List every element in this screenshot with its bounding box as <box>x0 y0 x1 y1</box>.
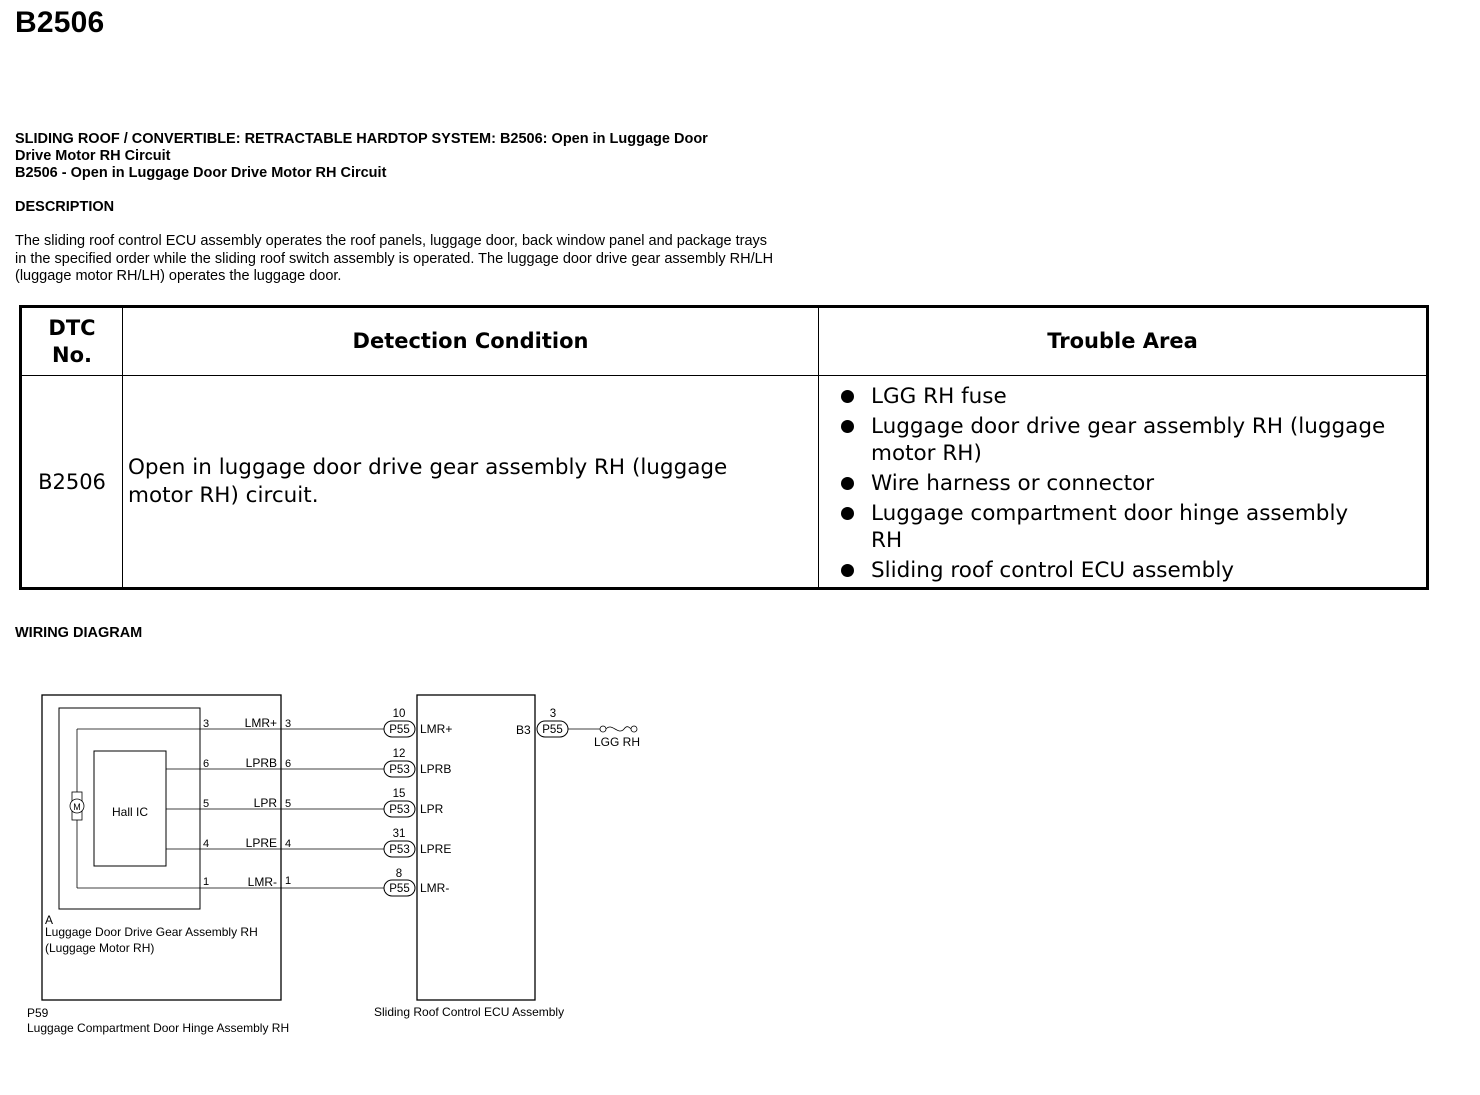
dtc-table <box>19 305 1429 590</box>
motor-symbol: M <box>73 802 81 812</box>
circuit-lpr <box>200 788 444 817</box>
connector-code: P55 <box>389 883 410 895</box>
inner-pin: 3 <box>203 718 210 730</box>
header-line-1: SLIDING ROOF / CONVERTIBLE: RETRACTABLE HARDTOP SYSTEM: B2506: Open in Luggage Door <box>15 131 708 147</box>
page-code: B2506 <box>15 6 105 39</box>
outer-pin: 3 <box>285 718 292 730</box>
motor-icon <box>70 792 84 820</box>
dtc-code-cell: B2506 <box>21 376 123 589</box>
connector-code: P53 <box>389 764 410 776</box>
wire-label: LPR <box>253 796 277 810</box>
wiring-diagram-heading: WIRING DIAGRAM <box>15 625 143 641</box>
wire-label: LPRB <box>245 756 277 770</box>
outer-assembly-code: P59 <box>27 1006 49 1020</box>
trouble-area-item: Luggage compartment door hinge assembly RH <box>839 500 1386 554</box>
wiring-diagram <box>0 680 700 1050</box>
wire-label: LMR- <box>247 875 277 889</box>
wire-label: LPRE <box>245 836 277 850</box>
detection-condition-cell: Open in luggage door drive gear assembly RH (luggage motor RH) circuit. <box>123 376 819 589</box>
table-row <box>21 376 1428 589</box>
circuit-lmr-plus <box>200 708 452 737</box>
header-line-3: B2506 - Open in Luggage Door Drive Motor RH Circuit <box>15 165 387 181</box>
trouble-area-cell <box>819 376 1428 589</box>
connector-code: P53 <box>389 804 410 816</box>
inner-assembly-code: A <box>45 913 54 927</box>
ecu-pin: 31 <box>392 828 406 840</box>
power-terminal: B3 <box>516 723 531 737</box>
outer-pin: 5 <box>285 798 292 810</box>
ecu-terminal-label: LMR+ <box>420 722 453 736</box>
trouble-area-list <box>819 383 1426 584</box>
outer-pin: 6 <box>285 758 292 770</box>
header-line-2: Drive Motor RH Circuit <box>15 148 171 164</box>
ecu-terminal-label: LPR <box>420 802 444 816</box>
ecu-name: Sliding Roof Control ECU Assembly <box>374 1005 565 1019</box>
description-text: The sliding roof control ECU assembly operates the roof panels, luggage door, back window panel and package trays in the specified order while the sliding roof switch assembly is operated. The luggage door drive gear assembly RH/LH (luggage motor RH/LH) operates the luggage door. <box>15 233 774 284</box>
outer-pin: 4 <box>285 838 292 850</box>
ecu-pin: 10 <box>392 708 406 720</box>
dtc-no-header <box>21 307 123 376</box>
dtc-header-line-2: No. <box>52 342 92 367</box>
dtc-header-line-1: DTC <box>48 315 96 340</box>
outer-pin: 1 <box>285 875 292 887</box>
table-header-row <box>21 307 1428 376</box>
inner-assembly-name-sub: (Luggage Motor RH) <box>45 941 155 955</box>
trouble-area-item: Luggage door drive gear assembly RH (luggage motor RH) <box>839 413 1386 467</box>
circuit-lprb <box>200 748 451 777</box>
trouble-area-item: LGG RH fuse <box>839 383 1386 410</box>
inner-pin: 4 <box>203 838 210 850</box>
ecu-pin: 15 <box>392 788 406 800</box>
ecu-pin: 8 <box>395 868 403 880</box>
ecu-terminal-label: LPRB <box>420 762 452 776</box>
hall-ic-label: Hall IC <box>111 805 149 819</box>
fuse-label: LGG RH <box>594 735 641 749</box>
inner-pin: 6 <box>203 758 210 770</box>
trouble-area-header: Trouble Area <box>819 307 1428 376</box>
ecu-terminal-label: LPRE <box>420 842 452 856</box>
fuse-icon <box>600 726 637 732</box>
circuit-lmr-minus <box>200 868 449 896</box>
inner-pin: 1 <box>203 876 210 888</box>
trouble-area-item: Sliding roof control ECU assembly <box>839 557 1386 584</box>
connector-code: P55 <box>389 724 410 736</box>
power-pin: 3 <box>549 708 557 720</box>
inner-assembly-name: Luggage Door Drive Gear Assembly RH <box>45 925 258 939</box>
detection-condition-header: Detection Condition <box>123 307 819 376</box>
circuit-lpre <box>200 828 451 857</box>
document-header <box>15 131 775 182</box>
description-heading: DESCRIPTION <box>15 199 115 215</box>
trouble-area-item: Wire harness or connector <box>839 470 1386 497</box>
ecu-pin: 12 <box>392 748 406 760</box>
connector-code: P53 <box>389 844 410 856</box>
outer-assembly-name: Luggage Compartment Door Hinge Assembly RH <box>27 1021 290 1035</box>
power-connector: P55 <box>542 724 563 736</box>
wire-label: LMR+ <box>244 716 277 730</box>
inner-pin: 5 <box>203 798 210 810</box>
hall-ic-wiring <box>166 769 200 849</box>
ecu-terminal-label: LMR- <box>420 881 450 895</box>
